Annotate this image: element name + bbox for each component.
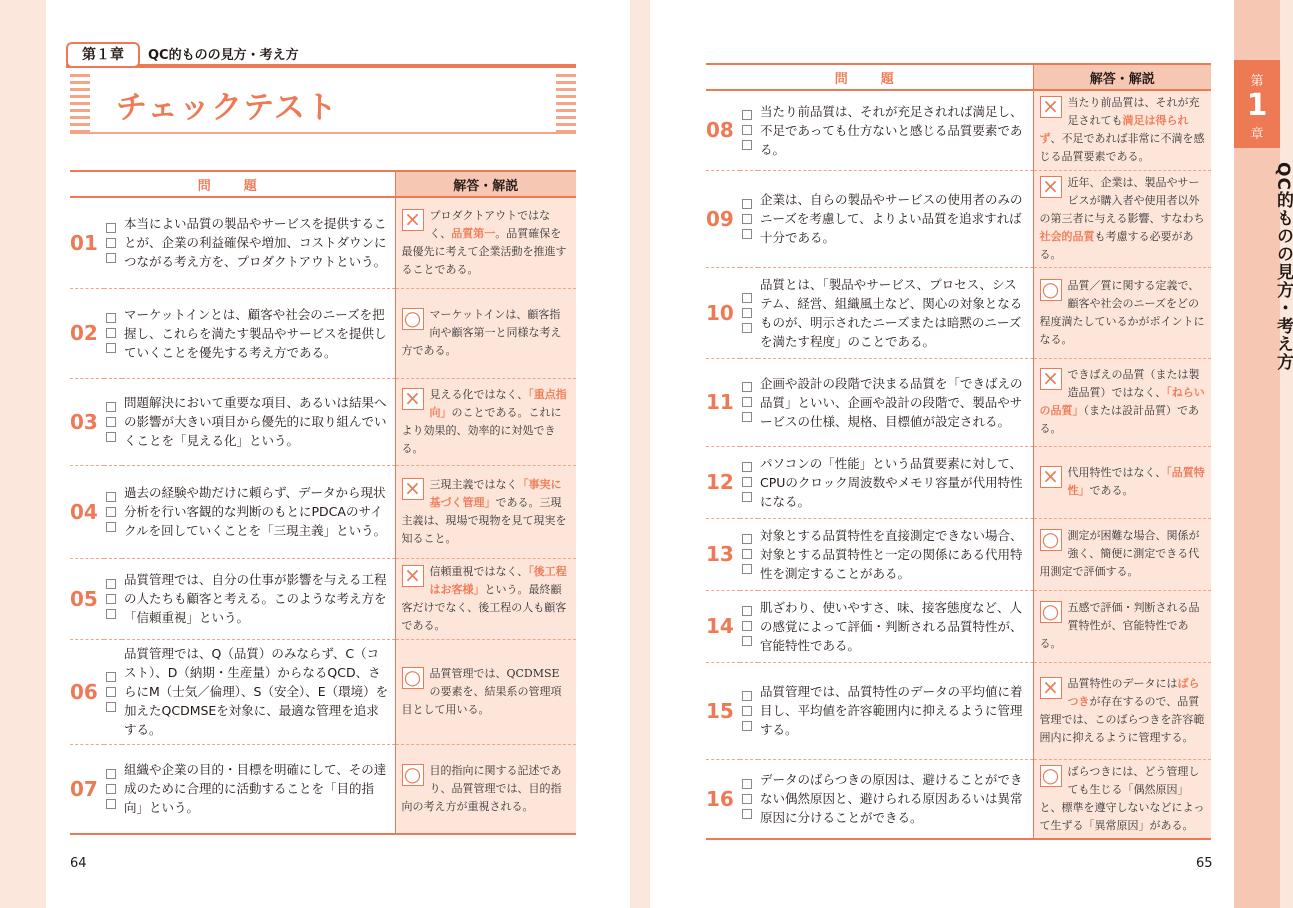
checkbox[interactable] bbox=[742, 477, 752, 487]
page-title: チェックテスト bbox=[116, 90, 338, 126]
answer-highlight: 品質第一 bbox=[451, 226, 496, 240]
question-column-header: 問 題 bbox=[706, 64, 1033, 90]
checkbox[interactable] bbox=[742, 794, 752, 804]
checkbox[interactable] bbox=[106, 579, 116, 589]
answer-mark-icon: × bbox=[1040, 176, 1062, 198]
answer-mark-icon: × bbox=[402, 209, 424, 231]
checkbox[interactable] bbox=[742, 606, 752, 616]
question-number: 04 bbox=[70, 465, 104, 558]
answer-text-cont: が存在するので、品質管理では、このばらつきを許容範囲内に抑えるように管理する。 bbox=[1039, 694, 1205, 744]
banner-stripes-right bbox=[556, 74, 576, 134]
checkbox[interactable] bbox=[106, 799, 116, 809]
question-row bbox=[70, 288, 576, 378]
answer-cell bbox=[395, 558, 576, 639]
answer-cell bbox=[1033, 267, 1211, 358]
checkbox[interactable] bbox=[106, 507, 116, 517]
answer-cell bbox=[395, 639, 576, 744]
chapter-side-tab bbox=[1234, 0, 1293, 908]
answer-mark-icon: ○ bbox=[1040, 765, 1062, 787]
answer-text: 信頼重視ではなく、 bbox=[429, 564, 529, 578]
checkbox[interactable] bbox=[742, 706, 752, 716]
question-text: 組織や企業の目的・目標を明確にして、その達成のために合理的に活動することを「目的指向」という。 bbox=[122, 744, 395, 834]
answer-text-cont: である。三現主義は、現場で現物を見て現実を知ること。 bbox=[401, 495, 567, 545]
answer-text: ばらつきには、どう管理しても生じる「偶然原因」と、標準を遵守しないなどによって生ずる「異常原因」がある。 bbox=[1039, 764, 1205, 832]
checkbox-group bbox=[104, 465, 122, 558]
checkbox[interactable] bbox=[106, 769, 116, 779]
answer-cell bbox=[1033, 590, 1211, 662]
answer-highlight: ばらつき bbox=[1067, 676, 1200, 708]
question-text: 肌ざわり、使いやすさ、味、接客態度など、人の感覚によって評価・判断される品質特性が、官能特性である。 bbox=[758, 590, 1033, 662]
answer-column-header: 解答・解説 bbox=[1033, 64, 1211, 90]
answer-cell bbox=[1033, 759, 1211, 839]
question-row bbox=[70, 744, 576, 834]
question-table-right bbox=[706, 63, 1211, 840]
checkbox[interactable] bbox=[106, 784, 116, 794]
question-number: 15 bbox=[706, 662, 740, 759]
checkbox-group bbox=[740, 662, 758, 759]
question-row bbox=[706, 358, 1211, 446]
answer-cell bbox=[1033, 358, 1211, 446]
checkbox[interactable] bbox=[742, 721, 752, 731]
page-number-left: 64 bbox=[70, 856, 87, 871]
answer-cell bbox=[1033, 662, 1211, 759]
checkbox[interactable] bbox=[106, 223, 116, 233]
question-row bbox=[70, 558, 576, 639]
question-text: データのばらつきの原因は、避けることができない偶然原因と、避けられる原因あるいは異常原因に分けることができる。 bbox=[758, 759, 1033, 839]
answer-text: 見える化ではなく、 bbox=[429, 387, 529, 401]
answer-text: 品質管理では、QCDMSEの要素を、結果系の管理項目として用いる。 bbox=[401, 666, 562, 716]
chapter-suffix: 章 bbox=[1250, 127, 1264, 142]
question-text: 品質管理では、品質特性のデータの平均値に着目し、平均値を許容範囲内に抑えるように管理する。 bbox=[758, 662, 1033, 759]
question-row bbox=[706, 267, 1211, 358]
checkbox-group bbox=[740, 90, 758, 170]
answer-mark-icon: ○ bbox=[402, 764, 424, 786]
answer-text: プロダクトアウトではなく、 bbox=[429, 208, 551, 240]
question-number: 06 bbox=[70, 639, 104, 744]
question-table-left bbox=[70, 170, 576, 835]
answer-text: 当たり前品質は、それが充足されても bbox=[1067, 96, 1200, 128]
question-text: 企業は、自らの製品やサービスの使用者のみのニーズを考慮して、よりよい品質を追求すれば十分である。 bbox=[758, 170, 1033, 267]
answer-mark-icon: × bbox=[402, 565, 424, 587]
question-text: 品質管理では、Q（品質）のみならず、C（コスト）、D（納期・生産量）からなるQCD、さらにM（士気／倫理）、S（安全）、E（環境）を加えたQCDMSEを対象に、最適な管理を追求する。 bbox=[122, 639, 395, 744]
answer-text: マーケットインは、顧客指向や顧客第一と同様な考え方である。 bbox=[401, 308, 562, 357]
title-banner bbox=[70, 74, 576, 134]
question-text: 本当によい品質の製品やサービスを提供することが、企業の利益確保や増加、コストダウンにつながる考え方を、プロダクトアウトという。 bbox=[122, 197, 395, 288]
answer-highlight: 「重点指向」 bbox=[429, 387, 567, 419]
answer-text-cont: 、不足であれば非常に不満を感じる品質要素である。 bbox=[1039, 132, 1205, 164]
answer-mark-icon: ○ bbox=[1040, 279, 1062, 301]
question-row bbox=[706, 590, 1211, 662]
banner-stripes-left bbox=[70, 74, 90, 134]
question-number: 16 bbox=[706, 759, 740, 839]
banner-bottom-rule bbox=[70, 132, 576, 134]
answer-text: 三現主義ではなく bbox=[429, 477, 518, 491]
question-number: 07 bbox=[70, 744, 104, 834]
question-number: 12 bbox=[706, 446, 740, 518]
checkbox[interactable] bbox=[742, 492, 752, 502]
checkbox[interactable] bbox=[106, 343, 116, 353]
checkbox[interactable] bbox=[106, 417, 116, 427]
checkbox-group bbox=[104, 744, 122, 834]
question-text: 当たり前品質は、それが充足されれば満足し、不足であっても仕方ないと感じる品質要素である。 bbox=[758, 90, 1033, 170]
question-number: 05 bbox=[70, 558, 104, 639]
answer-mark-icon: ○ bbox=[402, 308, 424, 330]
checkbox[interactable] bbox=[106, 253, 116, 263]
answer-highlight: 「品質特性」 bbox=[1067, 466, 1205, 497]
checkbox[interactable] bbox=[106, 594, 116, 604]
chapter-side-title: QC的ものの見方・考え方 bbox=[1273, 162, 1293, 371]
checkbox[interactable] bbox=[742, 199, 752, 209]
question-number: 11 bbox=[706, 358, 740, 446]
chapter-badge: 第１章 bbox=[66, 42, 140, 68]
question-text: 品質とは、「製品やサービス、プロセス、システム、経営、組織風土など、関心の対象となるものが、明示されたニーズまたは暗黙のニーズを満たす程度」のことである。 bbox=[758, 267, 1033, 358]
answer-mark-icon: × bbox=[1040, 96, 1062, 118]
question-row bbox=[70, 197, 576, 288]
question-row bbox=[706, 90, 1211, 170]
question-text: 過去の経験や勘だけに頼らず、データから現状分析を行い客観的な判断のもとにPDCAのサイクルを回していくことを「三現主義」という。 bbox=[122, 465, 395, 558]
question-text: マーケットインとは、顧客や社会のニーズを把握し、これらを満たす製品やサービスを提供していくことを優先する考え方である。 bbox=[122, 288, 395, 378]
checkbox[interactable] bbox=[742, 412, 752, 422]
header-rule bbox=[66, 64, 576, 68]
checkbox[interactable] bbox=[742, 636, 752, 646]
checkbox[interactable] bbox=[742, 549, 752, 559]
checkbox[interactable] bbox=[742, 140, 752, 150]
answer-text-cont: のことである。これにより効果的、効率的に対処できる。 bbox=[401, 405, 562, 455]
question-number: 13 bbox=[706, 518, 740, 590]
answer-text: 測定が困難な場合、関係が強く、簡便に測定できる代用測定で評価する。 bbox=[1039, 529, 1200, 578]
checkbox-group bbox=[740, 267, 758, 358]
answer-highlight: 「ねらいの品質」 bbox=[1039, 386, 1205, 417]
question-row bbox=[706, 662, 1211, 759]
chapter-number-box bbox=[1234, 60, 1280, 148]
checkbox[interactable] bbox=[742, 462, 752, 472]
question-number: 14 bbox=[706, 590, 740, 662]
checkbox-group bbox=[740, 518, 758, 590]
question-text: 品質管理では、自分の仕事が影響を与える工程の人たちも顧客と考える。このような考え方を「信頼重視」という。 bbox=[122, 558, 395, 639]
answer-cell bbox=[1033, 170, 1211, 267]
question-number: 02 bbox=[70, 288, 104, 378]
checkbox-group bbox=[740, 170, 758, 267]
answer-cell bbox=[395, 288, 576, 378]
question-row bbox=[706, 170, 1211, 267]
answer-cell bbox=[395, 744, 576, 834]
checkbox[interactable] bbox=[742, 323, 752, 333]
chapter-prefix: 第 bbox=[1250, 74, 1264, 89]
question-row bbox=[70, 639, 576, 744]
checkbox-group bbox=[104, 378, 122, 465]
answer-mark-icon: × bbox=[1040, 466, 1062, 488]
checkbox[interactable] bbox=[742, 214, 752, 224]
checkbox[interactable] bbox=[106, 687, 116, 697]
checkbox-group bbox=[740, 759, 758, 839]
answer-highlight: 「事実に基づく管理」 bbox=[429, 477, 562, 509]
checkbox[interactable] bbox=[742, 621, 752, 631]
checkbox-group bbox=[740, 590, 758, 662]
checkbox[interactable] bbox=[106, 609, 116, 619]
checkbox[interactable] bbox=[742, 125, 752, 135]
checkbox[interactable] bbox=[106, 522, 116, 532]
answer-cell bbox=[395, 197, 576, 288]
checkbox[interactable] bbox=[106, 313, 116, 323]
checkbox[interactable] bbox=[742, 564, 752, 574]
answer-text-cont: という。最終顧客だけでなく、後工程の人も顧客である。 bbox=[401, 582, 567, 632]
checkbox[interactable] bbox=[106, 492, 116, 502]
checkbox[interactable] bbox=[106, 328, 116, 338]
checkbox[interactable] bbox=[106, 702, 116, 712]
question-number: 03 bbox=[70, 378, 104, 465]
checkbox[interactable] bbox=[106, 432, 116, 442]
answer-text: 代用特性ではなく、 bbox=[1067, 466, 1167, 479]
answer-column-header: 解答・解説 bbox=[395, 171, 576, 197]
checkbox[interactable] bbox=[742, 110, 752, 120]
answer-mark-icon: × bbox=[1040, 368, 1062, 390]
question-text: 問題解決において重要な項目、あるいは結果への影響が大きい項目から優先的に取り組んでいくことを「見える化」という。 bbox=[122, 378, 395, 465]
checkbox-group bbox=[104, 288, 122, 378]
answer-text: 目的指向に関する記述であり、品質管理では、目的指向の考え方が重視される。 bbox=[401, 763, 562, 813]
checkbox[interactable] bbox=[742, 382, 752, 392]
answer-text: できばえの品質（または製造品質）ではなく、 bbox=[1067, 368, 1200, 399]
question-column-header: 問 題 bbox=[70, 171, 395, 197]
checkbox-group bbox=[104, 639, 122, 744]
question-text: パソコンの「性能」という品質要素に対して、CPUのクロック周波数やメモリ容量が代用特性になる。 bbox=[758, 446, 1033, 518]
question-row bbox=[70, 378, 576, 465]
question-number: 09 bbox=[706, 170, 740, 267]
answer-text-cont: （または設計品質）である。 bbox=[1039, 404, 1199, 435]
answer-highlight: 満足は得られず bbox=[1039, 114, 1189, 146]
answer-mark-icon: × bbox=[402, 388, 424, 410]
answer-text: 品質／質に関する定義で、顧客や社会のニーズをどの程度満たしているかがポイントになる。 bbox=[1039, 278, 1205, 346]
answer-highlight: 社会的品質 bbox=[1039, 229, 1095, 243]
checkbox[interactable] bbox=[742, 691, 752, 701]
checkbox[interactable] bbox=[742, 293, 752, 303]
checkbox-group bbox=[740, 446, 758, 518]
answer-text: 品質特性のデータには bbox=[1067, 676, 1178, 690]
answer-text-cont: である。 bbox=[1089, 484, 1134, 497]
answer-text-cont: 。品質確保を最優先に考えて企業活動を推進することである。 bbox=[401, 226, 567, 276]
answer-cell bbox=[1033, 90, 1211, 170]
checkbox[interactable] bbox=[742, 397, 752, 407]
question-text: 対象とする品質特性を直接測定できない場合、対象とする品質特性と一定の関係にある代用特性を測定することがある。 bbox=[758, 518, 1033, 590]
question-row bbox=[706, 446, 1211, 518]
answer-mark-icon: × bbox=[1040, 677, 1062, 699]
answer-cell bbox=[1033, 446, 1211, 518]
question-text: 企画や設計の段階で決まる品質を「できばえの品質」といい、企画や設計の段階で、製品やサービスの仕様、規格、目標値が設定される。 bbox=[758, 358, 1033, 446]
answer-mark-icon: ○ bbox=[402, 667, 424, 689]
checkbox[interactable] bbox=[742, 809, 752, 819]
answer-highlight: 「後工程はお客様」 bbox=[429, 564, 567, 596]
answer-mark-icon: ○ bbox=[1040, 529, 1062, 551]
question-row bbox=[706, 518, 1211, 590]
checkbox[interactable] bbox=[742, 229, 752, 239]
answer-mark-icon: ○ bbox=[1040, 601, 1062, 623]
checkbox[interactable] bbox=[106, 238, 116, 248]
answer-mark-icon: × bbox=[402, 478, 424, 500]
checkbox-group bbox=[740, 358, 758, 446]
answer-cell bbox=[1033, 518, 1211, 590]
page-number-right: 65 bbox=[1196, 856, 1213, 871]
checkbox[interactable] bbox=[106, 672, 116, 682]
chapter-number: 1 bbox=[1246, 88, 1268, 123]
checkbox-group bbox=[104, 197, 122, 288]
checkbox[interactable] bbox=[742, 779, 752, 789]
answer-cell bbox=[395, 465, 576, 558]
checkbox-group bbox=[104, 558, 122, 639]
answer-text-cont: も考慮する必要がある。 bbox=[1039, 229, 1194, 261]
question-row bbox=[706, 759, 1211, 839]
checkbox[interactable] bbox=[742, 308, 752, 318]
question-row bbox=[70, 465, 576, 558]
answer-text: 近年、企業は、製品やサービスが購入者や使用者以外の第三者に与える影響、すなわち bbox=[1039, 175, 1205, 225]
question-number: 10 bbox=[706, 267, 740, 358]
question-number: 08 bbox=[706, 90, 740, 170]
checkbox[interactable] bbox=[106, 402, 116, 412]
answer-text: 五感で評価・判断される品質特性が、官能特性である。 bbox=[1039, 601, 1200, 650]
question-number: 01 bbox=[70, 197, 104, 288]
answer-cell bbox=[395, 378, 576, 465]
chapter-subtitle: QC的ものの見方・考え方 bbox=[148, 48, 299, 63]
checkbox[interactable] bbox=[742, 534, 752, 544]
